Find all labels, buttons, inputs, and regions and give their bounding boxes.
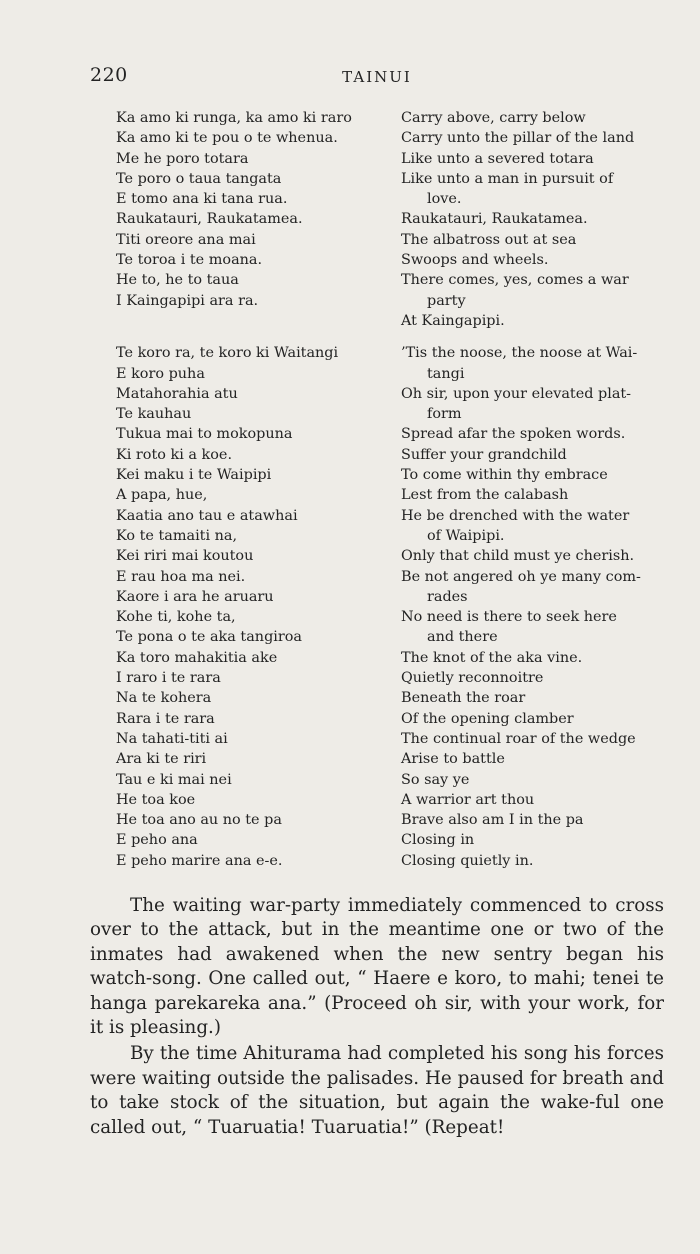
english-line-continuation: party [427,292,466,309]
maori-line: Ara ki te riri [116,751,207,768]
english-line [401,790,662,810]
running-head: TAINUI [342,68,412,86]
paragraph: By the time Ahiturama had completed his song his forces were waiting outside the palisades. He paused for breath and to take stock of the situation, but again the wake-ful one called out, “ Tuaruatia! Tuaruatia!” (Repeat! [90,1043,664,1138]
english-line [401,688,662,708]
maori-line: Na tahati-titi ai [116,730,228,747]
english-column [401,108,662,331]
maori-column [116,108,396,311]
english-line [401,270,662,311]
maori-line: Ka toro mahakitia ake [116,649,278,666]
english-line-text: Only that child must ye cherish. [401,548,635,565]
maori-line: Kaore i ara he aruaru [116,588,274,605]
body-text [90,894,664,1140]
chant [0,108,700,871]
maori-line: Rara i te rara [116,710,215,727]
english-line-text: Arise to battle [401,751,505,768]
english-line-text: Of the opening clamber [401,710,574,727]
maori-line: Matahorahia atu [116,385,238,402]
english-line-text: The continual roar of the wedge [401,730,636,747]
english-line-text: Quietly reconnoitre [401,670,544,687]
english-line [401,250,662,270]
maori-line: I raro i te rara [116,670,221,687]
english-line-text: No need is there to seek here [401,609,617,626]
maori-line: Te pona o te aka tangiroa [116,629,303,646]
english-line [401,709,662,729]
english-line-text: Brave also am I in the pa [401,812,584,829]
maori-line: Ki roto ki a koe. [116,446,233,463]
maori-line: He to, he to taua [116,272,239,289]
english-line-continuation: rades [427,588,468,605]
english-line-text: The knot of the aka vine. [401,649,583,666]
english-line [401,830,662,850]
maori-line: Te koro ra, te koro ki Waitangi [116,345,339,362]
maori-line: Kaatia ano tau e atawhai [116,507,298,524]
english-line-continuation: and there [427,629,498,646]
english-line-text: Like unto a severed totara [401,150,594,167]
english-line [401,149,662,169]
page-number: 220 [90,64,128,86]
maori-line: E peho ana [116,832,198,849]
english-line-text: Suffer your grandchild [401,446,567,463]
maori-line: Kei maku i te Waipipi [116,467,272,484]
maori-line: Kohe ti, kohe ta, [116,609,236,626]
english-line-text: Swoops and wheels. [401,252,549,269]
stanza [0,108,700,331]
english-line-text: The albatross out at sea [401,231,577,248]
paragraph: The waiting war-party immediately commenced to cross over to the attack, but in the meantime one or two of the inmates had awakened when the new sentry began his watch-song. One called out, “ Haere e koro, to mahi; tenei te hanga parekareka ana.” (Proceed oh sir, with your work, for it is pleasing.) [90,895,664,1039]
maori-line: Ka amo ki te pou o te whenua. [116,130,338,147]
english-line-continuation: tangi [427,365,465,382]
english-line [401,851,662,871]
english-line [401,384,662,425]
maori-line: He toa koe [116,791,196,808]
maori-line: A papa, hue, [116,487,208,504]
english-line-continuation: form [427,406,462,423]
english-line [401,648,662,668]
english-line [401,169,662,210]
english-line-text: Raukatauri, Raukatamea. [401,211,588,228]
english-line [401,749,662,769]
english-line-text: Lest from the calabash [401,487,569,504]
english-column [401,343,662,871]
maori-line: Kei riri mai koutou [116,548,254,565]
maori-line: Tukua mai to mokopuna [116,426,293,443]
english-line-text: A warrior art thou [401,791,535,808]
english-line [401,108,662,128]
english-line-text: To come within thy embrace [401,467,608,484]
english-line-text: Closing quietly in. [401,852,534,869]
english-line-text: So say ye [401,771,470,788]
maori-line: E koro puha [116,365,205,382]
maori-column [116,343,396,871]
english-line [401,770,662,790]
maori-line: Te poro o taua tangata [116,170,282,187]
maori-line: Te toroa i te moana. [116,252,263,269]
maori-line: E tomo ana ki tana rua. [116,191,288,208]
english-line-text: Carry unto the pillar of the land [401,130,635,147]
maori-line: Titi oreore ana mai [116,231,256,248]
english-line [401,343,662,384]
english-line [401,128,662,148]
english-line-text: He be drenched with the water [401,507,630,524]
maori-line: Raukatauri, Raukatamea. [116,211,303,228]
english-line-text: Spread afar the spoken words. [401,426,626,443]
stanza [0,343,700,871]
english-line-text: ’Tis the noose, the noose at Wai- [401,345,638,362]
maori-line: Me he poro totara [116,150,249,167]
english-line [401,729,662,749]
english-line [401,546,662,566]
english-line-text: Closing in [401,832,475,849]
english-line-text: Beneath the roar [401,690,526,707]
english-line [401,506,662,547]
english-line [401,567,662,608]
english-line [401,668,662,688]
maori-line: Ka amo ki runga, ka amo ki raro [116,110,352,126]
maori-line: Tau e ki mai nei [116,771,232,788]
maori-line: E rau hoa ma nei. [116,568,246,585]
english-line-text: Be not angered oh ye many com- [401,568,641,585]
english-line-text: Oh sir, upon your elevated plat- [401,385,632,402]
maori-line: E peho marire ana e-e. [116,852,283,869]
maori-line: He toa ano au no te pa [116,812,282,829]
english-line [401,465,662,485]
maori-line: I Kaingapipi ara ra. [116,292,259,309]
page-header [0,64,700,90]
english-line-text: Carry above, carry below [401,110,586,126]
maori-line: Na te kohera [116,690,212,707]
maori-line: Te kauhau [116,406,192,423]
english-line [401,311,662,331]
english-line [401,607,662,648]
maori-line: Ko te tamaiti na, [116,527,238,544]
english-line [401,485,662,505]
english-line [401,424,662,444]
english-line-continuation: love. [427,191,462,208]
english-line [401,445,662,465]
english-line [401,810,662,830]
english-line [401,209,662,229]
english-line [401,230,662,250]
english-line-text: At Kaingapipi. [401,312,505,329]
english-line-continuation: of Waipipi. [427,527,505,544]
english-line-text: Like unto a man in pursuit of [401,170,614,187]
english-line-text: There comes, yes, comes a war [401,272,629,289]
